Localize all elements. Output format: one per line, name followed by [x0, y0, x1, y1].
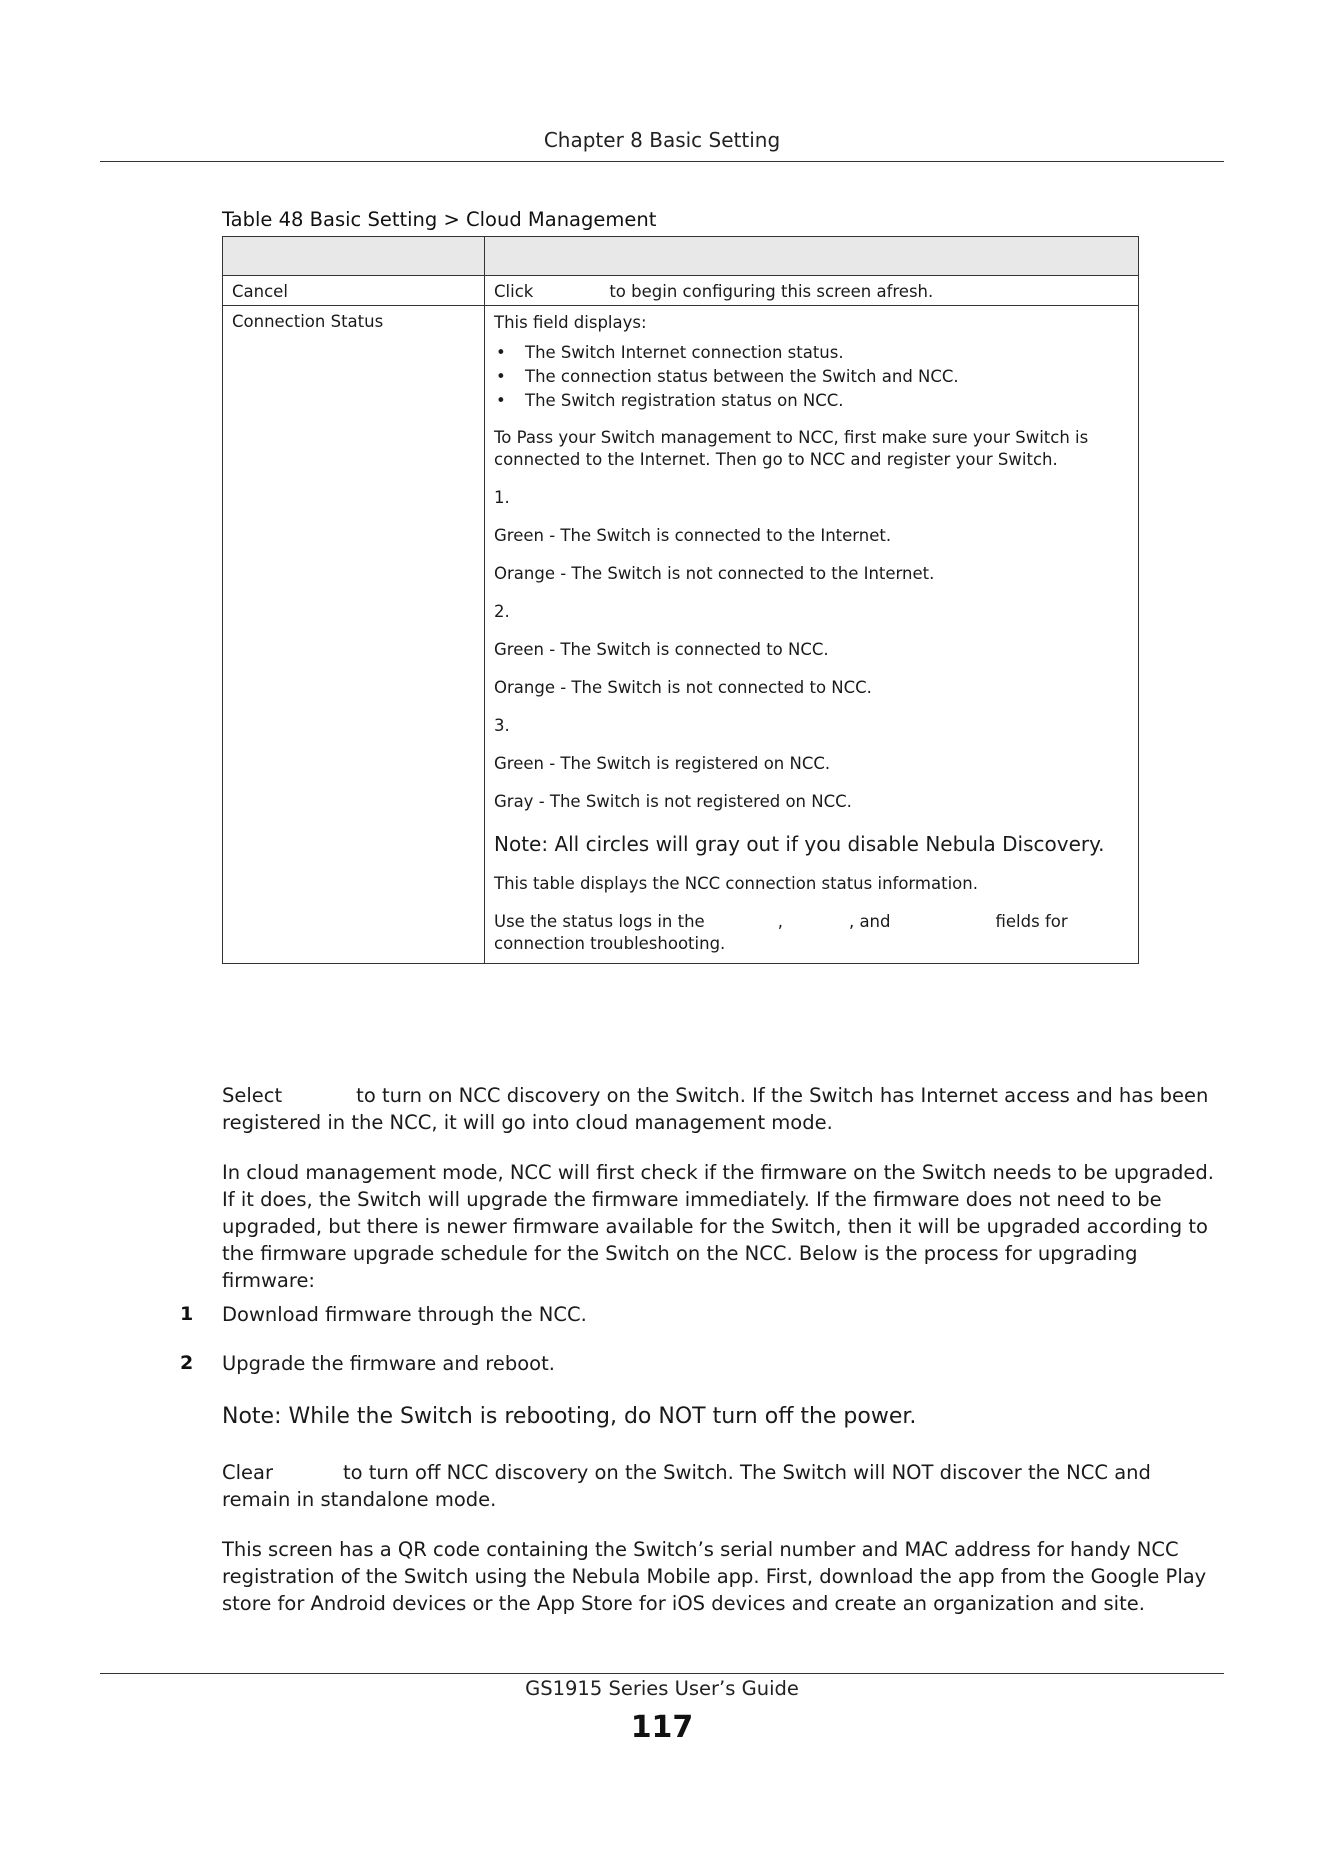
- paragraph-select: Select to turn on NCC discovery on the Switch. If the Switch has Internet access and has been registered in the NCC, it will go into cloud management mode.: [222, 1084, 1209, 1134]
- list-item: • The Switch Internet connection status.: [494, 341, 1129, 365]
- gray-registered: Gray - The Switch is not registered on NCC.: [494, 792, 852, 811]
- list-item: • The connection status between the Switch and NCC.: [494, 365, 1129, 389]
- step-2: 2.: [494, 602, 510, 621]
- step-text: Download firmware through the NCC.: [222, 1303, 587, 1326]
- page-number: 117: [630, 1710, 694, 1745]
- table-row: [223, 276, 1139, 306]
- row-label-connection-status: Connection Status: [223, 306, 485, 964]
- pass-text: To Pass your Switch management to NCC, first make sure your Switch is connected to the Internet. Then go to NCC and register your Switch.: [494, 428, 1089, 469]
- green-internet: Green - The Switch is connected to the Internet.: [494, 526, 892, 545]
- intro-text: This field displays:: [494, 313, 647, 332]
- step-number: 2: [180, 1352, 194, 1374]
- list-item: • The Switch registration status on NCC.: [494, 389, 1129, 413]
- orange-ncc: Orange - The Switch is not connected to NCC.: [494, 678, 872, 697]
- logs-text: Use the status logs in the , , and fields for connection troubleshooting.: [494, 912, 1068, 953]
- header-description: [485, 237, 1139, 276]
- row-desc-cancel: [485, 276, 1139, 306]
- table-header-row: [223, 237, 1139, 276]
- desc-text: to begin configuring this screen afresh.: [609, 282, 934, 301]
- green-registered: Green - The Switch is registered on NCC.: [494, 754, 831, 773]
- table-info-text: This table displays the NCC connection status information.: [494, 874, 978, 893]
- desc-text: Click: [494, 282, 534, 301]
- note-circles: Note: All circles will gray out if you disable Nebula Discovery.: [494, 832, 1105, 856]
- step-text: Upgrade the firmware and reboot.: [222, 1352, 555, 1375]
- header-rule: [100, 161, 1224, 162]
- paragraph-qr-code: This screen has a QR code containing the Switch’s serial number and MAC address for handy NCC registration of the Switch using the Nebula Mobile app. First, download the app from the Google Play store for Android devices or the App Store for iOS devices and create an organization and site.: [222, 1538, 1207, 1615]
- footer-rule: [100, 1673, 1224, 1674]
- status-bullet-list: [494, 341, 1129, 413]
- step-1: 1.: [494, 488, 510, 507]
- cloud-management-table: [222, 236, 1139, 964]
- paragraph-cloud-mode: In cloud management mode, NCC will first check if the firmware on the Switch needs to be upgraded. If it does, the Switch will upgrade the firmware immediately. If the firmware does not need to be upgraded, but there is newer firmware available for the Switch, then it will be upgraded according to the firmware upgrade schedule for the Switch on the NCC. Below is the process for upgrading firmware:: [222, 1161, 1214, 1292]
- header-label: [223, 237, 485, 276]
- chapter-header: Chapter 8 Basic Setting: [543, 128, 781, 152]
- green-ncc: Green - The Switch is connected to NCC.: [494, 640, 829, 659]
- step-3: 3.: [494, 716, 510, 735]
- table-row: [223, 306, 1139, 964]
- note-reboot: Note: While the Switch is rebooting, do NOT turn off the power.: [222, 1404, 917, 1429]
- guide-title: GS1915 Series User’s Guide: [525, 1677, 799, 1700]
- row-desc-connection-status: [485, 306, 1139, 964]
- step-number: 1: [180, 1303, 194, 1325]
- table-caption: Table 48 Basic Setting > Cloud Management: [222, 208, 657, 231]
- row-label-cancel: Cancel: [223, 276, 485, 306]
- orange-internet: Orange - The Switch is not connected to the Internet.: [494, 564, 935, 583]
- paragraph-clear: Clear to turn off NCC discovery on the Switch. The Switch will NOT discover the NCC and remain in standalone mode.: [222, 1461, 1151, 1511]
